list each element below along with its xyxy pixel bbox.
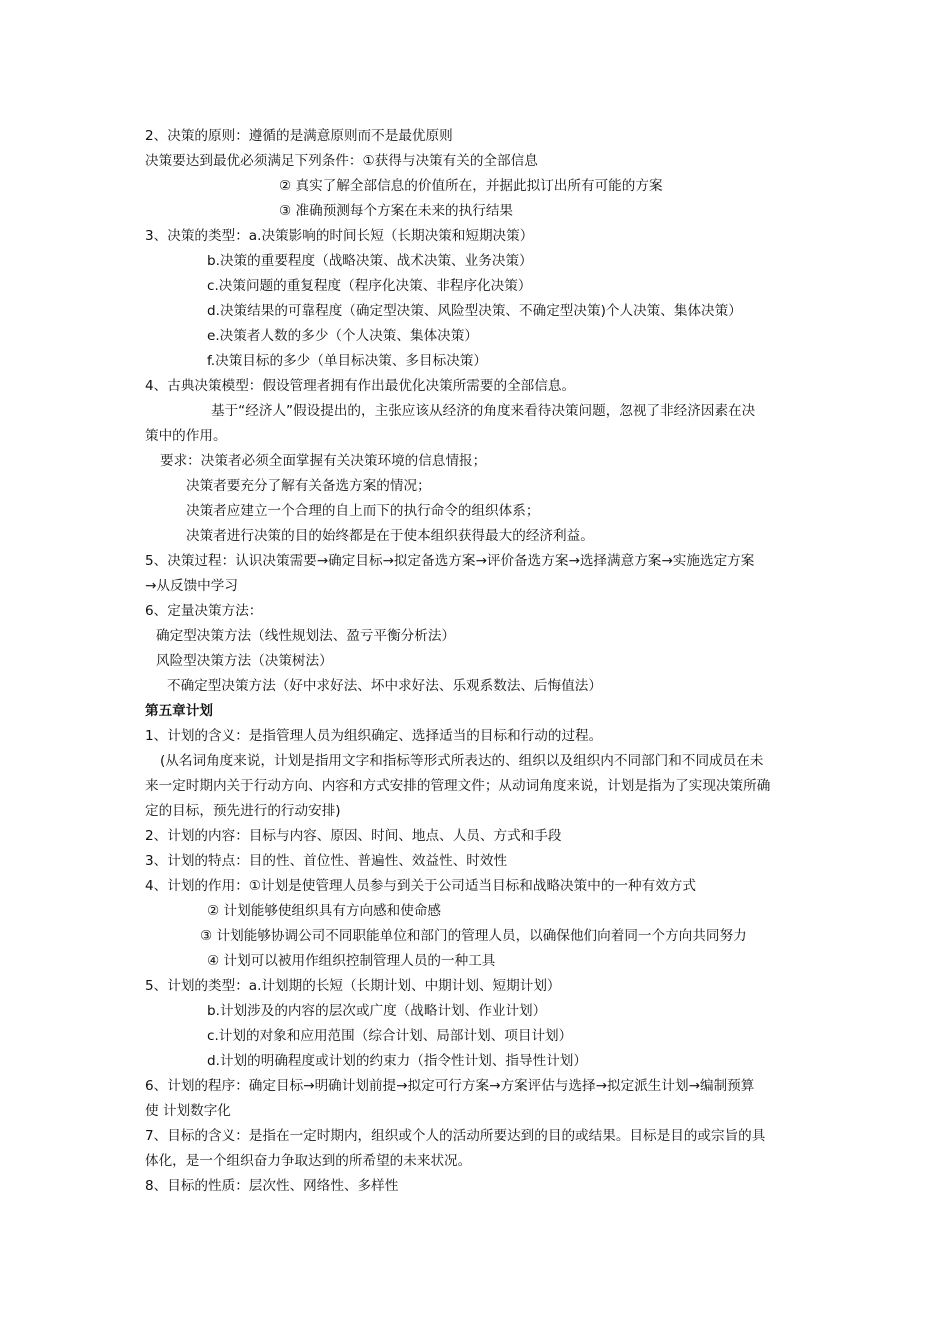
text-line: 要求：决策者必须全面掌握有关决策环境的信息情报； (160, 453, 487, 469)
text-line: c.决策问题的重复程度（程序化决策、非程序化决策） (207, 278, 532, 294)
text-line: 定的目标，预先进行的行动安排) (145, 803, 341, 819)
text-line: 基于“经济人”假设提出的，主张应该从经济的角度来看待决策问题，忽视了非经济因素在决 (211, 403, 756, 419)
text-line: 5、计划的类型：a.计划期的长短（长期计划、中期计划、短期计划） (145, 978, 561, 994)
text-line: ② 真实了解全部信息的价值所在，并据此拟订出所有可能的方案 (279, 178, 663, 194)
text-line: 2、决策的原则：遵循的是满意原则而不是最优原则 (145, 128, 453, 144)
text-line: ② 计划能够使组织具有方向感和使命感 (207, 903, 442, 919)
text-line: 7、目标的含义：是指在一定时期内，组织或个人的活动所要达到的目的或结果。目标是目的或宗旨的具 (145, 1128, 766, 1144)
text-line: e.决策者人数的多少（个人决策、集体决策） (207, 328, 478, 344)
text-line: ④ 计划可以被用作组织控制管理人员的一种工具 (207, 953, 496, 969)
text-line: c.计划的对象和应用范围（综合计划、局部计划、项目计划） (207, 1028, 573, 1044)
text-line: 决策者要充分了解有关备选方案的情况； (186, 478, 431, 494)
text-line: 4、计划的作用：①计划是使管理人员参与到关于公司适当目标和战略决策中的一种有效方式 (145, 878, 696, 894)
text-line: d.计划的明确程度或计划的约束力（指令性计划、指导性计划） (207, 1053, 587, 1069)
text-line: 6、定量决策方法： (145, 603, 263, 619)
text-line: b.计划涉及的内容的层次或广度（战略计划、作业计划） (207, 1003, 547, 1019)
text-line: 使 计划数字化 (145, 1103, 231, 1119)
text-line: 决策者应建立一个合理的自上而下的执行命令的组织体系； (186, 503, 540, 519)
text-line: 确定型决策方法（线性规划法、盈亏平衡分析法） (156, 628, 456, 644)
text-line: 决策要达到最优必须满足下列条件：①获得与决策有关的全部信息 (145, 153, 538, 169)
text-line: b.决策的重要程度（战略决策、战术决策、业务决策） (207, 253, 533, 269)
text-line: 6、计划的程序：确定目标→明确计划前提→拟定可行方案→方案评估与选择→拟定派生计划→编制预算 (145, 1078, 755, 1094)
text-line: f.决策目标的多少（单目标决策、多目标决策） (207, 353, 487, 369)
chapter-heading: 第五章计划 (145, 703, 213, 719)
text-line: 2、计划的内容：目标与内容、原因、时间、地点、人员、方式和手段 (145, 828, 562, 844)
text-line: 不确定型决策方法（好中求好法、坏中求好法、乐观系数法、后悔值法） (167, 678, 602, 694)
text-line: 1、计划的含义：是指管理人员为组织确定、选择适当的目标和行动的过程。 (145, 728, 603, 744)
text-line: 4、古典决策模型：假设管理者拥有作出最优化决策所需要的全部信息。 (145, 378, 576, 394)
text-line: 8、目标的性质：层次性、网络性、多样性 (145, 1178, 399, 1194)
text-line: 决策者进行决策的目的始终都是在于使本组织获得最大的经济利益。 (186, 528, 594, 544)
text-line: ③ 准确预测每个方案在未来的执行结果 (279, 203, 514, 219)
text-line: →从反馈中学习 (145, 578, 238, 594)
text-line: 策中的作用。 (145, 428, 227, 444)
text-line: 来一定时期内关于行动方向、内容和方式安排的管理文件；从动词角度来说，计划是指为了实现决策所确 (145, 778, 771, 794)
text-line: 3、计划的特点：目的性、首位性、普遍性、效益性、时效性 (145, 853, 508, 869)
text-line: 体化，是一个组织奋力争取达到的所希望的未来状况。 (145, 1153, 472, 1169)
text-line: ③ 计划能够协调公司不同职能单位和部门的管理人员，以确保他们向着同一个方向共同努力 (200, 928, 747, 944)
text-line: 3、决策的类型：a.决策影响的时间长短（长期决策和短期决策） (145, 228, 534, 244)
text-line: (从名词角度来说，计划是指用文字和指标等形式所表达的、组织以及组织内不同部门和不同成员在未 (160, 753, 764, 769)
text-line: d.决策结果的可靠程度（确定型决策、风险型决策、不确定型决策)个人决策、集体决策） (207, 303, 742, 319)
text-line: 5、决策过程：认识决策需要→确定目标→拟定备选方案→评价备选方案→选择满意方案→实施选定方案 (145, 553, 755, 569)
text-line: 风险型决策方法（决策树法） (156, 653, 333, 669)
